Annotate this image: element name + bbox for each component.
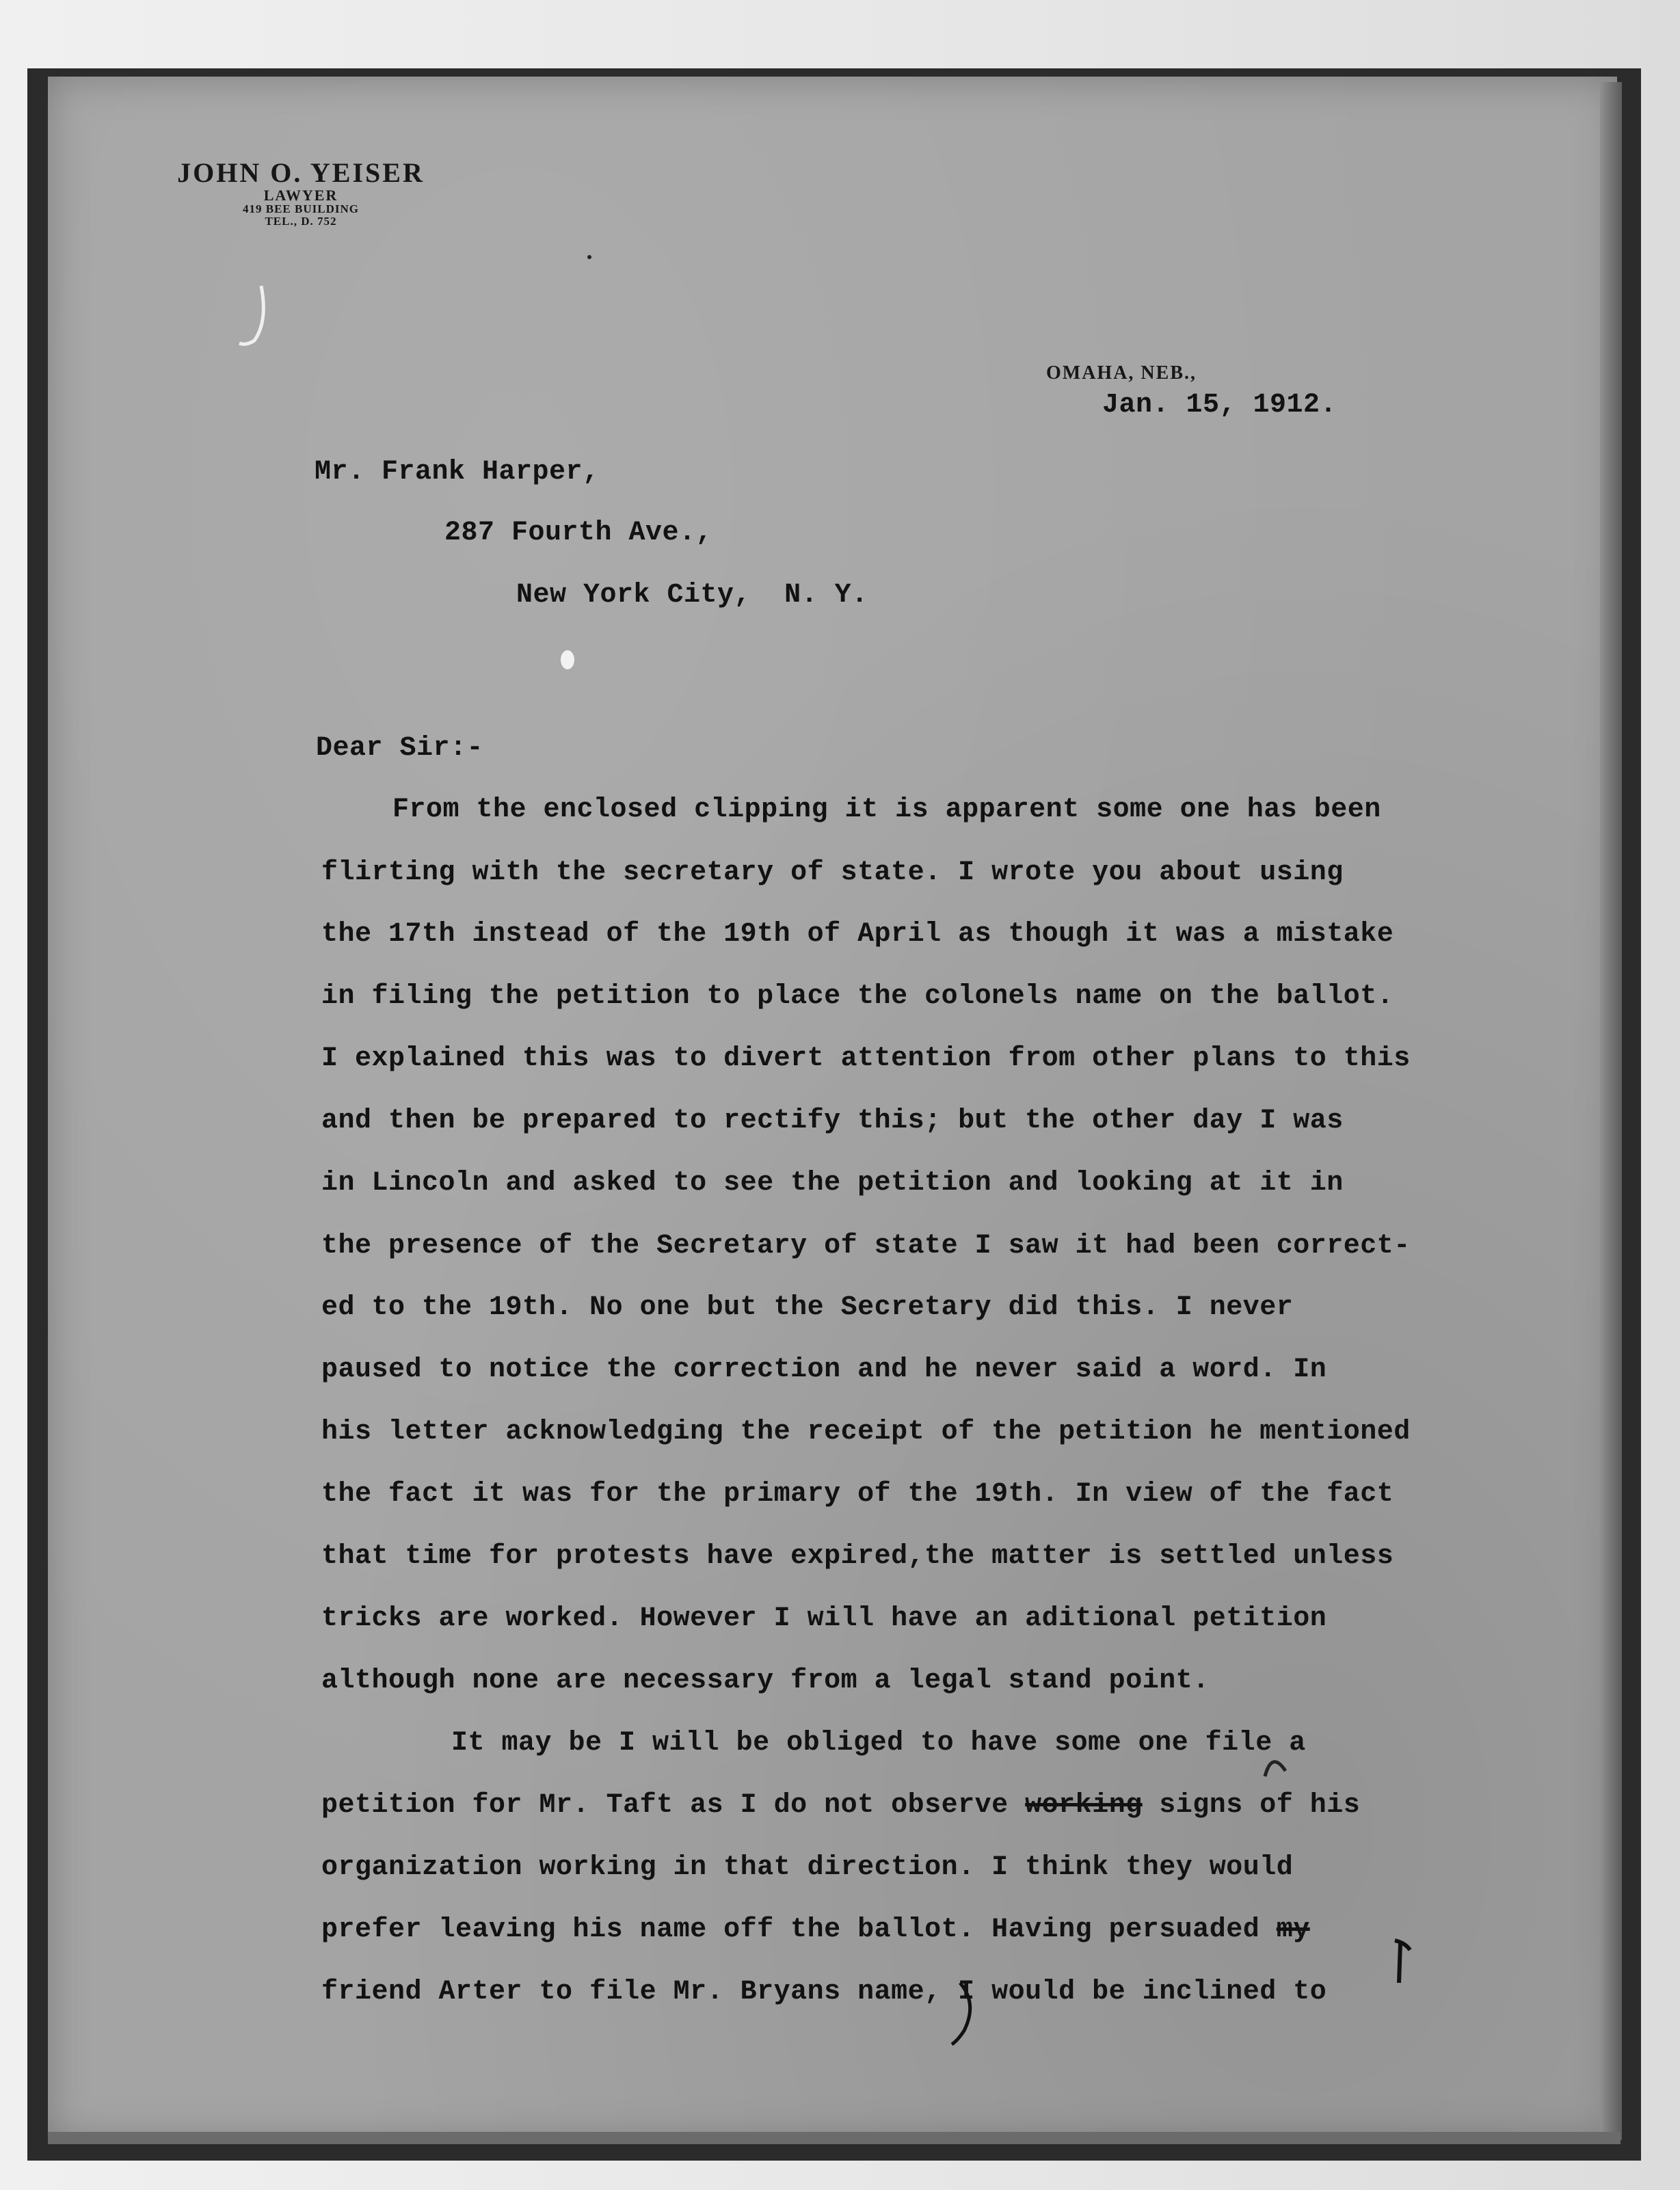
- scan-speck: [587, 255, 591, 259]
- body-line: It may be I will be obliged to have some one file a: [451, 1728, 1306, 1759]
- body-text: prefer leaving his name off the ballot. Having persuaded: [321, 1914, 1277, 1945]
- body-line: organization working in that direction. I think they would: [321, 1852, 1294, 1883]
- body-line: ed to the 19th. No one but the Secretary did this. I never: [321, 1292, 1294, 1323]
- body-line: the fact it was for the primary of the 19th. In view of the fact: [321, 1479, 1394, 1510]
- struck-word: my: [1276, 1914, 1310, 1945]
- pen-correction-mark: [1265, 1762, 1285, 1776]
- body-line: From the enclosed clipping it is apparent some one has been: [392, 794, 1381, 825]
- letterhead-name: JOHN O. YEISER: [177, 157, 425, 188]
- body-line: although none are necessary from a legal stand point.: [321, 1666, 1210, 1696]
- body-line: and then be prepared to rectify this; but the other day I was: [321, 1106, 1344, 1136]
- place-line: OMAHA, NEB.,: [1046, 362, 1197, 384]
- body-line: flirting with the secretary of state. I wrote you about using: [321, 857, 1344, 888]
- margin-mark: [239, 286, 263, 344]
- body-line: the 17th instead of the 19th of April as though it was a mistake: [321, 919, 1394, 950]
- letterhead-title: LAWYER: [263, 187, 338, 204]
- pen-correction-mark: [1395, 1940, 1410, 1983]
- body-line: I explained this was to divert attention from other plans to this: [321, 1043, 1411, 1074]
- body-line: his letter acknowledging the receipt of the petition he mentioned: [321, 1417, 1411, 1447]
- body-line: that time for protests have expired,the matter is settled unless: [321, 1541, 1394, 1572]
- body-line: in filing the petition to place the colonels name on the ballot.: [321, 981, 1394, 1012]
- letterhead-address: 419 BEE BUILDING: [243, 202, 359, 216]
- body-text: petition for Mr. Taft as I do not observe: [321, 1790, 1026, 1821]
- scan-speck: [561, 650, 574, 669]
- recipient-street: 287 Fourth Ave.,: [444, 518, 713, 548]
- recipient-name: Mr. Frank Harper,: [315, 457, 600, 488]
- letterhead-phone: TEL., D. 752: [265, 214, 337, 228]
- body-text: signs of his: [1142, 1790, 1361, 1821]
- struck-word: working: [1025, 1790, 1143, 1821]
- body-line: the presence of the Secretary of state I saw it had been correct-: [321, 1231, 1411, 1261]
- salutation: Dear Sir:-: [316, 733, 484, 764]
- body-line: paused to notice the correction and he never said a word. In: [321, 1354, 1327, 1385]
- body-line: tricks are worked. However I will have an aditional petition: [321, 1603, 1327, 1634]
- recipient-city: New York City, N. Y.: [516, 580, 868, 611]
- letter-date: Jan. 15, 1912.: [1102, 390, 1337, 420]
- body-line: in Lincoln and asked to see the petition and looking at it in: [321, 1168, 1344, 1199]
- body-line: friend Arter to file Mr. Bryans name, I would be inclined to: [321, 1977, 1327, 2007]
- pen-correction-mark: [952, 1983, 970, 2044]
